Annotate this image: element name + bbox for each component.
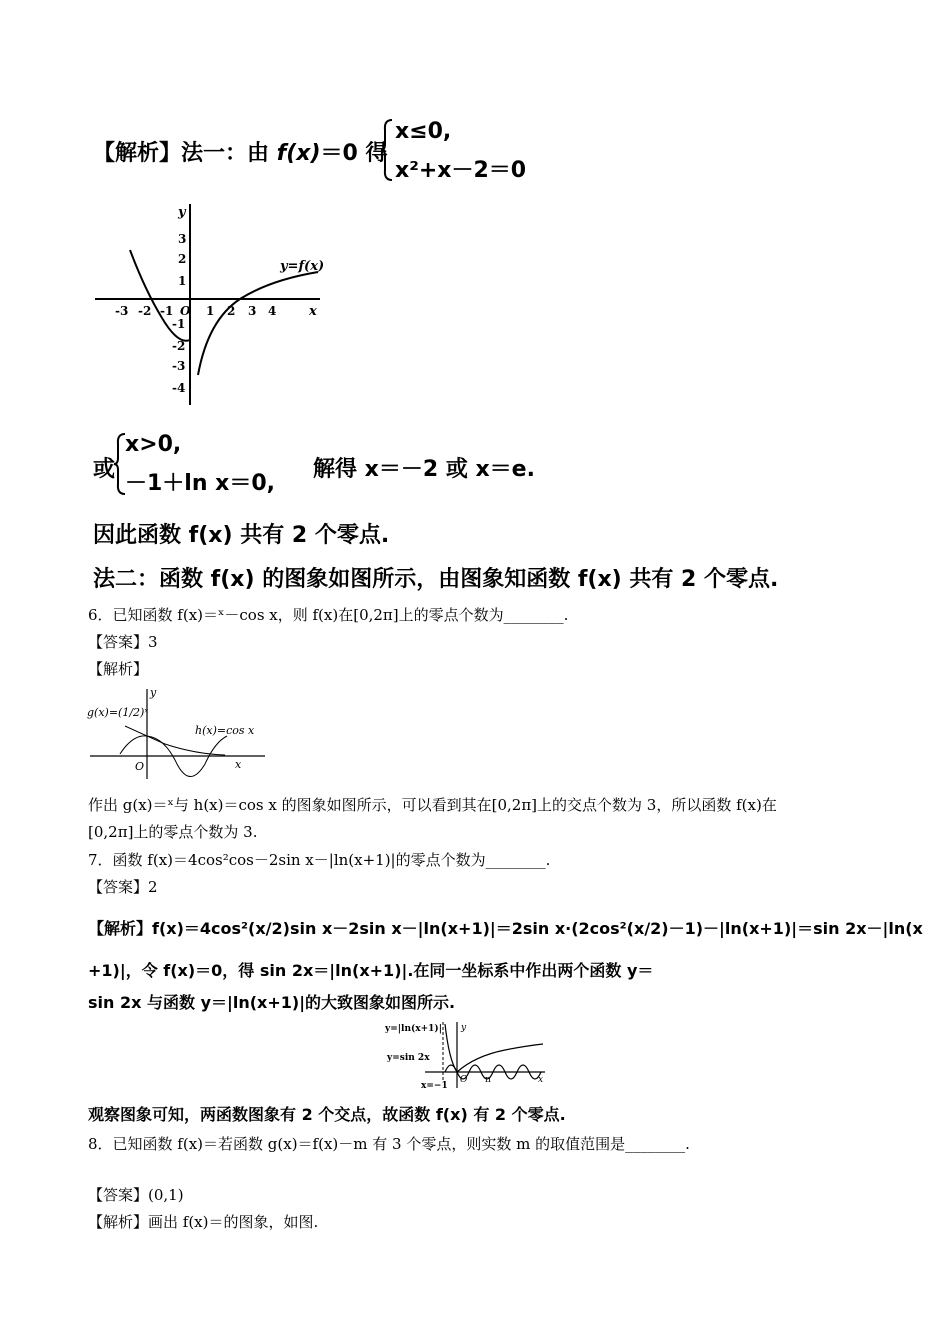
equation-text: ＝0 得 [320, 141, 388, 166]
y-tick: 2 [178, 252, 187, 266]
x-tick: -3 [115, 304, 129, 318]
sec5-line1 [93, 136, 388, 167]
x-axis-label: x [309, 304, 317, 319]
y-tick: 3 [178, 232, 187, 246]
analysis-label: 【解析】法一：由 [93, 141, 277, 166]
sec5-conclusion: 因此函数 f(x) 共有 2 个零点. [93, 523, 390, 548]
brace-1 [380, 118, 394, 182]
g-label: g(x)=(1/2)ˣ [87, 706, 149, 719]
h-label: h(x)=cos x [195, 724, 255, 737]
case1-b: x²+x－2＝0 [395, 158, 527, 183]
q7-question: 7．函数 f(x)＝4cos²cos－2sin x－|ln(x+1)|的零点个数为________. [88, 851, 551, 869]
q7-solution-2: +1)|，令 f(x)＝0，得 sin 2x＝|ln(x+1)|.在同一坐标系中作出两个函数 y＝ [88, 961, 654, 980]
q6-explanation-1: 作出 g(x)＝ˣ与 h(x)＝cos x 的图象如图所示，可以看到其在[0,2π]上的交点个数为 3，所以函数 f(x)在 [88, 796, 777, 814]
y-tick: -3 [172, 359, 186, 373]
curve-label: y=f(x) [280, 259, 325, 274]
y-tick: 1 [178, 274, 187, 288]
solve-text: 解得 x＝－2 或 x＝e. [313, 457, 535, 482]
case1-a: x≤0, [395, 119, 452, 144]
or-word: 或 [93, 457, 116, 482]
y-axis-label: y [178, 205, 186, 220]
q8-analysis: 【解析】画出 f(x)＝的图象，如图. [88, 1213, 319, 1231]
ln-curve [445, 1024, 543, 1072]
x-tick: -1 [160, 304, 174, 318]
x-tick: 1 [206, 304, 215, 318]
x-ticks [115, 304, 276, 318]
log-branch [198, 272, 318, 375]
case2-b: －1＋ln x＝0, [125, 471, 276, 496]
q8-answer: 【答案】(0,1) [88, 1186, 184, 1204]
sin-label: y=sin 2x [387, 1053, 430, 1063]
x-label: x [235, 758, 242, 771]
q6-question: 6．已知函数 f(x)＝ˣ－cos x，则 f(x)在[0,2π]上的零点个数为________. [88, 606, 569, 624]
y-label: y [150, 686, 157, 699]
q8-question: 8．已知函数 f(x)＝若函数 g(x)＝f(x)－m 有 3 个零点，则实数 m 的取值范围是________. [88, 1135, 690, 1153]
y-tick: -4 [172, 381, 186, 395]
q7-solution-1: 【解析】f(x)＝4cos²(x/2)sin x－2sin x－|ln(x+1)|＝2sin x·(2cos²(x/2)－1)－|ln(x+1)|＝sin 2x－|ln(x [88, 919, 923, 938]
case2-a: x>0, [125, 432, 182, 457]
x-tick: -2 [138, 304, 152, 318]
pi-label: π [485, 1075, 491, 1085]
q7-graph [385, 1020, 550, 1090]
ln-label: y=|ln(x+1)| [385, 1024, 442, 1034]
x-label: x [538, 1075, 544, 1085]
y-tick: -1 [172, 317, 186, 331]
origin-label: O [135, 760, 145, 773]
q7-solution-3: sin 2x 与函数 y＝|ln(x+1)|的大致图象如图所示. [88, 993, 456, 1012]
q7-conclusion: 观察图象可知，两函数图象有 2 个交点，故函数 f(x) 有 2 个零点. [88, 1105, 566, 1124]
q6-analysis-head: 【解析】 [88, 660, 149, 678]
fx-symbol: f(x) [276, 141, 321, 166]
q6-answer: 【答案】3 [88, 633, 158, 651]
origin-label: O [460, 1075, 468, 1085]
sec5-method2: 法二：函数 f(x) 的图象如图所示，由图象知函数 f(x) 共有 2 个零点. [93, 567, 779, 592]
y-label: y [461, 1023, 467, 1033]
asymptote-label: x=−1 [421, 1081, 448, 1090]
x-tick: O [180, 304, 191, 318]
piecewise-graph [90, 200, 330, 410]
q6-graph [85, 684, 275, 784]
x-tick: 3 [248, 304, 257, 318]
y-tick: -2 [172, 339, 186, 353]
x-tick: 2 [227, 304, 236, 318]
q7-answer: 【答案】2 [88, 878, 158, 896]
q6-explanation-2: [0,2π]上的零点个数为 3. [88, 823, 258, 841]
x-tick: 4 [268, 304, 277, 318]
